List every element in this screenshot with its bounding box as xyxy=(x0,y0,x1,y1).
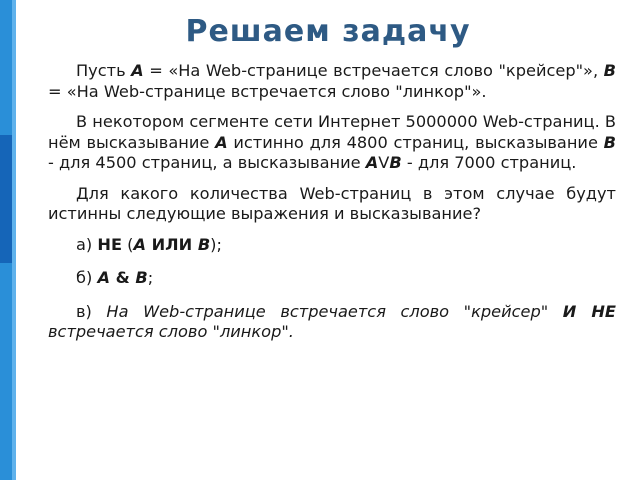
variable-a: A xyxy=(215,132,228,152)
variable-b: B xyxy=(197,234,211,254)
task-item-c: в) На Web-странице встречается слово "крейсер" И НЕ встречается слово "линкор". xyxy=(48,301,616,341)
variable-a: A xyxy=(365,153,379,172)
side-stripe-bottom xyxy=(0,263,12,480)
variable-b: B xyxy=(603,132,616,152)
or-operator: V xyxy=(378,153,390,172)
or-keyword: ИЛИ xyxy=(146,234,198,254)
variable-a: A xyxy=(131,61,144,80)
paragraph-definitions: Пусть A = «На Web-странице встречается слово "крейсер"», B = «На Web-странице встречается слово "линкор"». xyxy=(48,61,616,101)
and-keyword: & xyxy=(109,268,136,287)
paragraph-conditions: В некотором сегменте сети Интернет 5000000 Web-страниц. В нём высказывание A истинно для 4800 страниц, высказывание B - для 4500 страниц, а высказывание AVB - для 7000 страниц. xyxy=(48,112,616,172)
task-item-b: б) A & B; xyxy=(76,268,154,287)
side-stripe-top xyxy=(0,0,12,135)
task-item-a: а) НЕ (A ИЛИ B); xyxy=(76,234,222,254)
variable-a: A xyxy=(133,234,146,254)
not-keyword: НЕ xyxy=(97,234,122,254)
variable-b: B xyxy=(135,268,148,287)
variable-b: B xyxy=(389,153,402,172)
side-stripe-middle xyxy=(0,135,12,263)
variable-a: A xyxy=(97,268,110,287)
slide-content xyxy=(48,61,616,356)
variable-b: B xyxy=(603,61,616,80)
side-stripe-light xyxy=(12,0,16,480)
slide-title: Решаем задачу xyxy=(185,14,471,49)
paragraph-question: Для какого количества Web-страниц в этом случае будут истинны следующие выражения и высказывание? xyxy=(48,183,616,223)
and-not-keyword: И НЕ xyxy=(562,301,616,321)
